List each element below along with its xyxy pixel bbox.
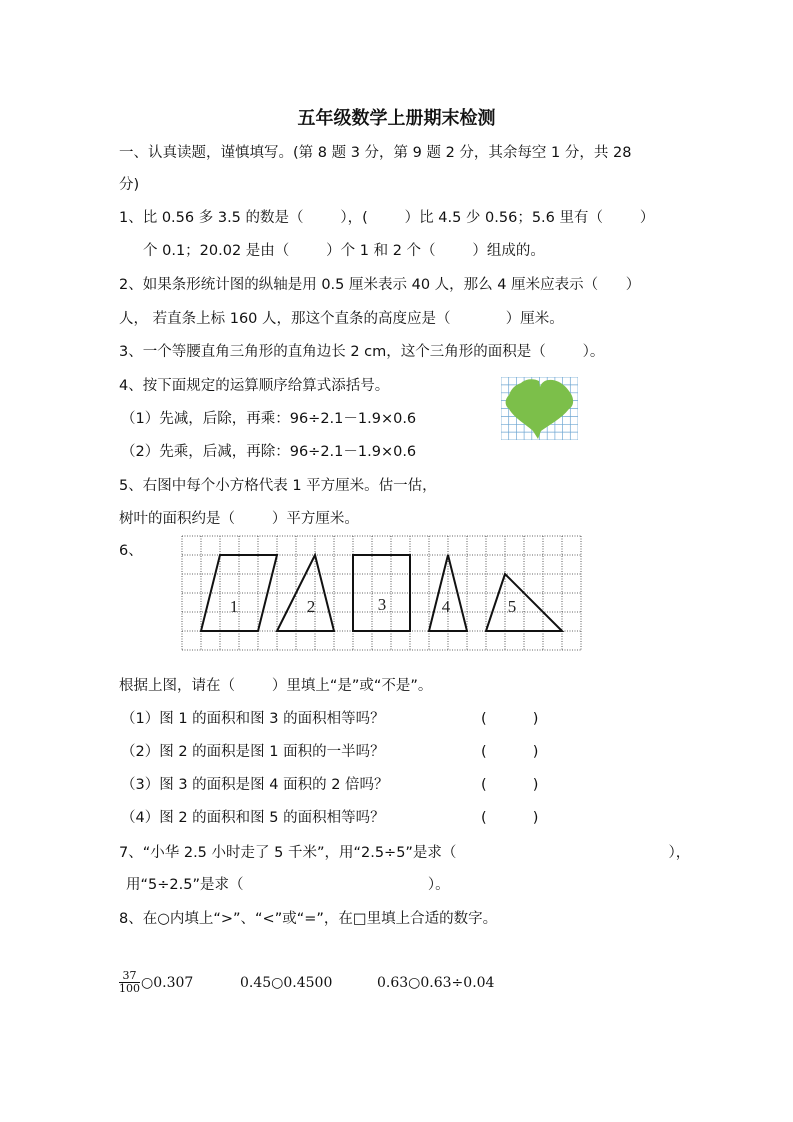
question-2: 2、如果条形统计图的纵轴是用 0.5 厘米表示 40 人，那么 4 厘米应表示（ ） — [119, 277, 641, 293]
question-4-sub1: （1）先减，后除，再乘：96÷2.1－1.9×0.6 — [121, 411, 417, 427]
answer-blank-1: ( ) — [481, 711, 539, 727]
shape-2-label: 2 — [306, 597, 316, 616]
shape-4-label: 4 — [441, 597, 451, 616]
shape-3-rectangle — [353, 555, 410, 631]
answer-blank-3: ( ) — [481, 777, 539, 793]
section-heading: 一、认真读题，谨慎填写。(第 8 题 3 分，第 9 题 2 分，其余每空 1 分，共 28 — [119, 145, 632, 161]
fraction — [119, 970, 140, 995]
question-8: 8、在○内填上“>”、“<”或“=”，在□里填上合适的数字。 — [119, 911, 498, 927]
fraction-denominator: 100 — [119, 982, 140, 995]
fraction-numerator: 37 — [119, 970, 140, 983]
question-6-item-4: （4）图 2 的面积和图 5 的面积相等吗？ — [121, 810, 385, 826]
comparison-1: ○0.307 — [141, 975, 194, 991]
shape-3-label: 3 — [377, 595, 387, 614]
comparison-2: 0.45○0.4500 — [240, 975, 333, 991]
leaf-grid-image — [501, 377, 578, 440]
question-5: 5、右图中每个小方格代表 1 平方厘米。估一估， — [119, 478, 437, 494]
question-4-sub2: （2）先乘，后减，再除：96÷2.1－1.9×0.6 — [121, 444, 417, 460]
leaf-shape — [506, 379, 574, 439]
answer-blank-4: ( ) — [481, 810, 539, 826]
question-1: 1、比 0.56 多 3.5 的数是（ ），( ）比 4.5 少 0.56；5.6 里有（ ） — [119, 210, 655, 226]
question-4: 4、按下面规定的运算顺序给算式添括号。 — [119, 378, 390, 394]
question-1-cont: 个 0.1；20.02 是由（ ）个 1 和 2 个（ ）组成的。 — [143, 243, 545, 259]
question-6-number: 6、 — [119, 543, 143, 559]
comparison-3: 0.63○0.63÷0.04 — [377, 975, 495, 991]
question-2-cont: 人， 若直条上标 160 人，那这个直条的高度应是（ ）厘米。 — [119, 311, 564, 327]
question-3: 3、一个等腰直角三角形的直角边长 2 cm，这个三角形的面积是（ ）。 — [119, 344, 605, 360]
answer-blank-2: ( ) — [481, 744, 539, 760]
question-7-cont: 用“5÷2.5”是求（ ）。 — [126, 877, 450, 893]
question-6-item-1: （1）图 1 的面积和图 3 的面积相等吗？ — [121, 711, 385, 727]
shape-1-label: 1 — [229, 597, 239, 616]
question-5-cont: 树叶的面积约是（ ）平方厘米。 — [119, 511, 359, 527]
shape-5-label: 5 — [507, 597, 517, 616]
question-6-item-2: （2）图 2 的面积是图 1 面积的一半吗？ — [121, 744, 385, 760]
question-6-item-3: （3）图 3 的面积是图 4 面积的 2 倍吗？ — [121, 777, 389, 793]
section-heading-cont: 分) — [119, 177, 140, 193]
page-title: 五年级数学上册期末检测 — [297, 108, 496, 129]
question-6-instruction: 根据上图，请在（ ）里填上“是”或“不是”。 — [119, 678, 433, 694]
shapes-grid-figure — [181, 535, 584, 652]
shape-5-triangle — [486, 574, 562, 631]
question-7: 7、“小华 2.5 小时走了 5 千米”，用“2.5÷5”是求（ ）， — [119, 845, 691, 861]
